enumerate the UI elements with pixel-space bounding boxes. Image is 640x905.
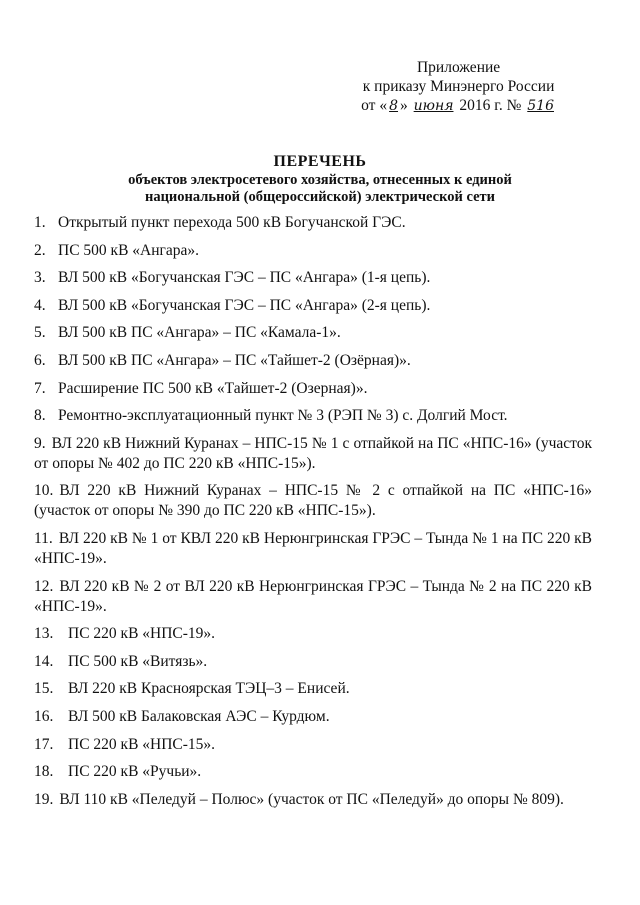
list-item bbox=[34, 406, 592, 426]
item-text: ПС 220 кВ «НПС-19». bbox=[68, 625, 216, 643]
item-text: ВЛ 220 кВ № 1 от КВЛ 220 кВ Нерюнгринская ГРЭС – Тында № 1 на ПС 220 кВ «НПС-19». bbox=[34, 529, 592, 567]
item-number: 5. bbox=[34, 324, 46, 342]
item-number: 7. bbox=[34, 379, 46, 397]
item-text: ВЛ 500 кВ «Богучанская ГЭС – ПС «Ангара» (1-я цепь). bbox=[58, 269, 431, 287]
list-item bbox=[34, 624, 592, 644]
item-number: 9. bbox=[34, 434, 46, 452]
title-block bbox=[0, 152, 640, 206]
list-item bbox=[34, 735, 592, 755]
item-number: 8. bbox=[34, 407, 46, 425]
item-text: ВЛ 220 кВ Нижний Куранах – НПС-15 № 1 с отпайкой на ПС «НПС-16» (участок от опоры № 402 до ПС 220 кВ «НПС-15»). bbox=[34, 434, 592, 472]
item-number: 2. bbox=[34, 241, 46, 259]
item-number: 13. bbox=[34, 625, 54, 643]
list-item bbox=[34, 323, 592, 343]
date-prefix: от « bbox=[361, 97, 388, 114]
item-number: 10. bbox=[34, 482, 54, 500]
item-text: ВЛ 500 кВ Балаковская АЭС – Курдюм. bbox=[68, 707, 330, 725]
list-item bbox=[34, 351, 592, 371]
list-item bbox=[34, 268, 592, 288]
list-item bbox=[34, 296, 592, 316]
item-number: 1. bbox=[34, 214, 46, 231]
order-date-line bbox=[361, 96, 556, 116]
item-text: ВЛ 220 кВ Красноярская ТЭЦ–3 – Енисей. bbox=[68, 680, 350, 698]
item-text: Ремонтно-эксплуатационный пункт № 3 (РЭП № 3) с. Долгий Мост. bbox=[58, 407, 508, 425]
item-number: 4. bbox=[34, 296, 46, 314]
handwritten-number: 516 bbox=[527, 98, 554, 114]
list-item bbox=[34, 790, 592, 810]
list-item bbox=[34, 762, 592, 782]
handwritten-month: июня bbox=[413, 98, 454, 114]
item-text: ПС 500 кВ «Ангара». bbox=[58, 241, 200, 259]
handwritten-day: 8 bbox=[389, 98, 399, 114]
item-text: ПС 500 кВ «Витязь». bbox=[68, 652, 208, 670]
item-number: 15. bbox=[34, 680, 54, 698]
item-text: ВЛ 220 кВ Нижний Куранах – НПС-15 № 2 с отпайкой на ПС «НПС-16» (участок от опоры № 390 до ПС 220 кВ «НПС-15»). bbox=[34, 482, 592, 520]
order-reference: к приказу Минэнерго России bbox=[362, 78, 555, 95]
item-number: 16. bbox=[34, 707, 54, 725]
item-number: 11. bbox=[34, 529, 53, 547]
item-text: ВЛ 220 кВ № 2 от ВЛ 220 кВ Нерюнгринская ГРЭС – Тында № 2 на ПС 220 кВ «НПС-19». bbox=[34, 577, 592, 615]
objects-list bbox=[34, 213, 592, 817]
item-text: ПС 220 кВ «НПС-15». bbox=[68, 735, 216, 753]
item-text: ВЛ 110 кВ «Пеледуй – Полюс» (участок от ПС «Пеледуй» до опоры № 809). bbox=[59, 790, 564, 808]
item-text: Открытый пункт перехода 500 кВ Богучанской ГЭС. bbox=[58, 214, 406, 231]
document-subtitle-line-2: национальной (общероссийской) электрической сети bbox=[144, 189, 496, 205]
list-item bbox=[34, 707, 592, 727]
list-item bbox=[34, 241, 592, 261]
item-number: 17. bbox=[34, 735, 54, 753]
list-item bbox=[34, 679, 592, 699]
date-mid: » bbox=[400, 97, 408, 114]
list-item bbox=[34, 434, 592, 474]
item-text: ВЛ 500 кВ ПС «Ангара» – ПС «Тайшет-2 (Озёрная)». bbox=[58, 351, 411, 369]
list-item bbox=[34, 379, 592, 399]
document-title: ПЕРЕЧЕНЬ bbox=[273, 153, 367, 170]
item-text: ПС 220 кВ «Ручьи». bbox=[68, 763, 202, 781]
list-item bbox=[34, 577, 592, 617]
list-item bbox=[34, 529, 592, 569]
item-number: 12. bbox=[34, 577, 54, 595]
item-text: ВЛ 500 кВ «Богучанская ГЭС – ПС «Ангара» (2-я цепь). bbox=[58, 296, 431, 314]
item-number: 3. bbox=[34, 269, 46, 287]
appendix-label: Приложение bbox=[416, 59, 501, 76]
list-item bbox=[34, 652, 592, 672]
item-number: 19. bbox=[34, 790, 54, 808]
date-year: 2016 г. № bbox=[459, 97, 522, 114]
document-subtitle-line-1: объектов электросетевого хозяйства, отнесенных к единой bbox=[128, 172, 512, 188]
item-text: ВЛ 500 кВ ПС «Ангара» – ПС «Камала-1». bbox=[58, 324, 341, 342]
item-number: 18. bbox=[34, 763, 54, 781]
list-item bbox=[34, 481, 592, 521]
item-number: 14. bbox=[34, 652, 54, 670]
item-text: Расширение ПС 500 кВ «Тайшет-2 (Озерная)». bbox=[58, 379, 368, 397]
list-item bbox=[34, 213, 592, 233]
appendix-header bbox=[361, 58, 556, 116]
item-number: 6. bbox=[34, 351, 46, 369]
